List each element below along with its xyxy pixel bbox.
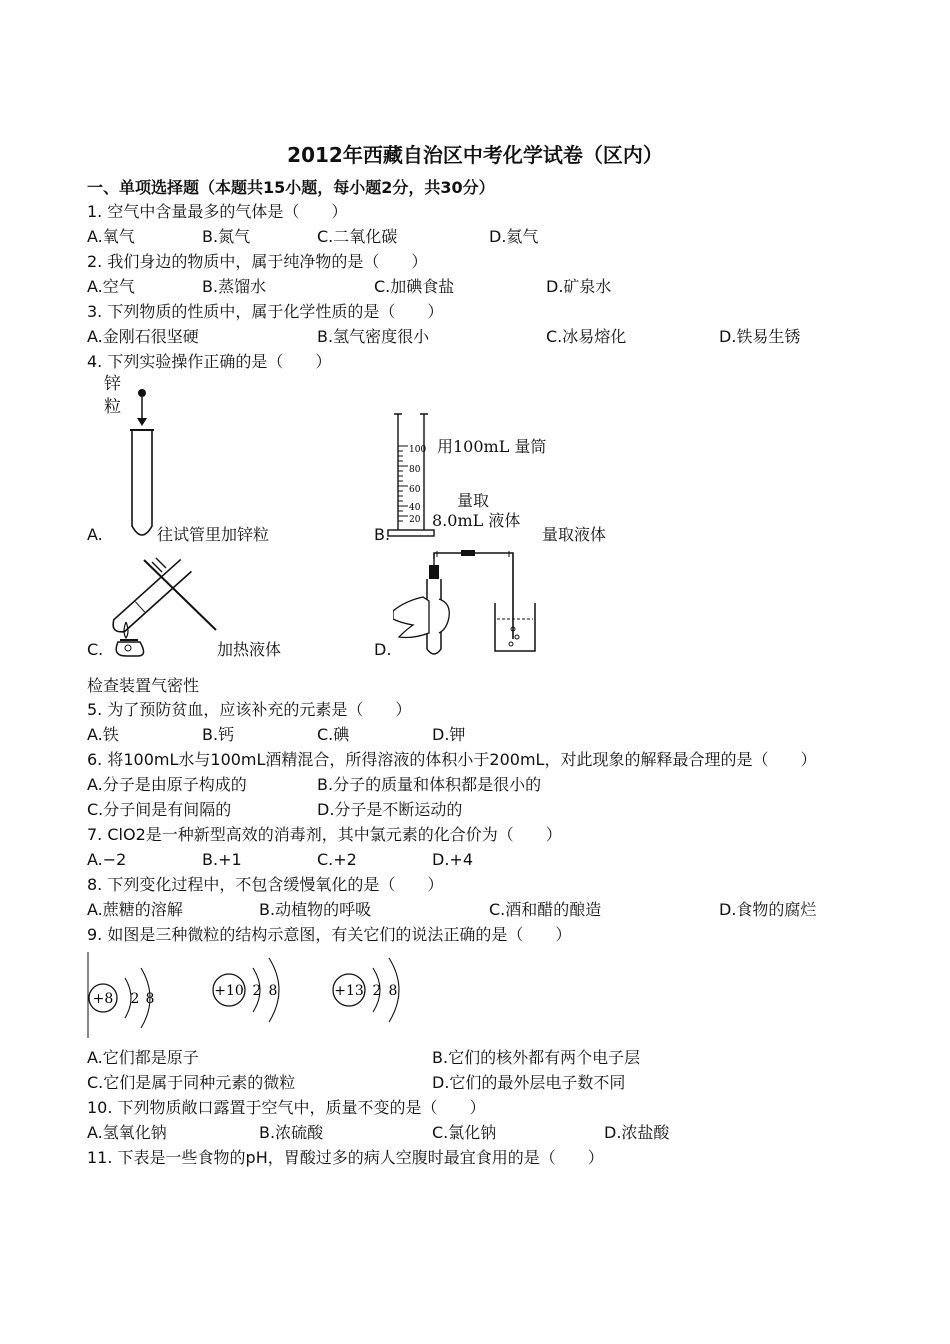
particle-3-nucleus: +13	[334, 983, 364, 999]
q9-option-a: A.它们都是原子	[87, 1048, 199, 1067]
question-2-stem: 2. 我们身边的物质中，属于纯净物的是（ ）	[87, 252, 428, 271]
q9-option-b: B.它们的核外都有两个电子层	[432, 1048, 641, 1067]
q3-option-b: B.氢气密度很小	[317, 327, 430, 346]
q2-option-c: C.加碘食盐	[374, 277, 455, 296]
question-8-stem: 8. 下列变化过程中，不包含缓慢氧化的是（ ）	[87, 875, 444, 894]
question-3-stem: 3. 下列物质的性质中，属于化学性质的是（ ）	[87, 302, 444, 321]
question-4-stem: 4. 下列实验操作正确的是（ ）	[87, 352, 332, 371]
q4-option-b-letter: B.	[374, 525, 391, 544]
question-7-stem: 7. ClO2是一种新型高效的消毒剂，其中氯元素的化合价为（ ）	[87, 825, 562, 844]
cylinder-note-1: 用100mL 量筒	[437, 437, 547, 456]
particle-o	[89, 968, 154, 1028]
cyl-tick-40: 40	[409, 503, 421, 513]
cyl-tick-20: 20	[409, 515, 421, 525]
particle-1-nucleus: +8	[92, 991, 114, 1007]
q1-option-d: D.氦气	[489, 227, 539, 246]
zinc-label-1: 锌	[104, 374, 121, 394]
q3-option-a: A.金刚石很坚硬	[87, 327, 199, 346]
airtightness-check-figure	[393, 549, 543, 659]
q8-option-d: D.食物的腐烂	[719, 900, 817, 919]
section-heading: 一、单项选择题（本题共15小题，每小题2分，共30分）	[87, 178, 495, 197]
q1-option-b: B.氮气	[202, 227, 251, 246]
zinc-label-2: 粒	[104, 397, 121, 417]
q8-option-c: C.酒和醋的酿造	[489, 900, 602, 919]
cyl-tick-80: 80	[409, 465, 421, 475]
q7-option-c: C.+2	[317, 850, 357, 869]
particle-ne	[213, 958, 279, 1022]
q5-option-c: C.碘	[317, 725, 350, 744]
q2-option-d: D.矿泉水	[546, 277, 612, 296]
q1-option-a: A.氧气	[87, 227, 135, 246]
q10-option-a: A.氢氧化钠	[87, 1123, 167, 1142]
q3-option-d: D.铁易生锈	[719, 327, 801, 346]
q9-option-d: D.它们的最外层电子数不同	[432, 1073, 626, 1092]
particle-2-nucleus: +10	[214, 983, 244, 999]
q6-option-c: C.分子间是有间隔的	[87, 800, 232, 819]
q5-option-a: A.铁	[87, 725, 119, 744]
q4-option-c-caption: 加热液体	[217, 640, 282, 659]
q5-option-b: B.钙	[202, 725, 235, 744]
q9-option-c: C.它们是属于同种元素的微粒	[87, 1073, 296, 1092]
particle-3-shell-2: 8	[388, 983, 398, 999]
particle-3-shell-1: 2	[372, 983, 382, 999]
particle-2-shell-1: 2	[252, 983, 262, 999]
q8-option-a: A.蔗糖的溶解	[87, 900, 183, 919]
heating-liquid-figure	[104, 552, 224, 662]
cylinder-note-3: 8.0mL 液体	[432, 511, 521, 530]
particle-1-shell-2: 8	[145, 991, 155, 1007]
q7-option-b: B.+1	[202, 850, 242, 869]
q3-option-c: C.冰易熔化	[546, 327, 627, 346]
q2-option-a: A.空气	[87, 277, 135, 296]
q10-option-d: D.浓盐酸	[604, 1123, 670, 1142]
q6-option-b: B.分子的质量和体积都是很小的	[317, 775, 542, 794]
question-1-stem: 1. 空气中含量最多的气体是（ ）	[87, 202, 348, 221]
q4-option-a-caption: 往试管里加锌粒	[157, 525, 270, 544]
q10-option-b: B.浓硫酸	[259, 1123, 324, 1142]
page-title: 2012年西藏自治区中考化学试卷（区内）	[287, 143, 663, 167]
q7-option-d: D.+4	[432, 850, 473, 869]
q4-option-d-caption: 检查装置气密性	[87, 676, 200, 695]
q7-option-a: A.−2	[87, 850, 127, 869]
question-6-stem: 6. 将100mL水与100mL酒精混合，所得溶液的体积小于200mL，对此现象的解释最合理的是（ ）	[87, 750, 817, 769]
particle-1-shell-1: 2	[130, 991, 140, 1007]
q10-option-c: C.氯化钠	[432, 1123, 497, 1142]
q2-option-b: B.蒸馏水	[202, 277, 267, 296]
test-tube-zinc-figure	[122, 386, 162, 546]
q6-option-d: D.分子是不断运动的	[317, 800, 463, 819]
q4-option-b-caption: 量取液体	[542, 525, 607, 544]
particle-structure-figure	[87, 950, 417, 1042]
q8-option-b: B.动植物的呼吸	[259, 900, 372, 919]
particle-2-shell-2: 8	[268, 983, 278, 999]
question-10-stem: 10. 下列物质敞口露置于空气中，质量不变的是（ ）	[87, 1098, 486, 1117]
particle-al	[333, 958, 399, 1022]
q5-option-d: D.钾	[432, 725, 466, 744]
q1-option-c: C.二氧化碳	[317, 227, 398, 246]
cyl-tick-60: 60	[409, 485, 421, 495]
q6-option-a: A.分子是由原子构成的	[87, 775, 247, 794]
q4-option-c-letter: C.	[87, 640, 104, 659]
q4-option-d-letter: D.	[374, 640, 392, 659]
cyl-tick-100: 100	[409, 445, 427, 455]
question-11-stem: 11. 下表是一些食物的pH，胃酸过多的病人空腹时最宜食用的是（ ）	[87, 1148, 604, 1167]
question-5-stem: 5. 为了预防贫血，应该补充的元素是（ ）	[87, 700, 412, 719]
q4-option-a-letter: A.	[87, 525, 103, 544]
question-9-stem: 9. 如图是三种微粒的结构示意图，有关它们的说法正确的是（ ）	[87, 925, 572, 944]
cylinder-note-2: 量取	[457, 491, 490, 510]
